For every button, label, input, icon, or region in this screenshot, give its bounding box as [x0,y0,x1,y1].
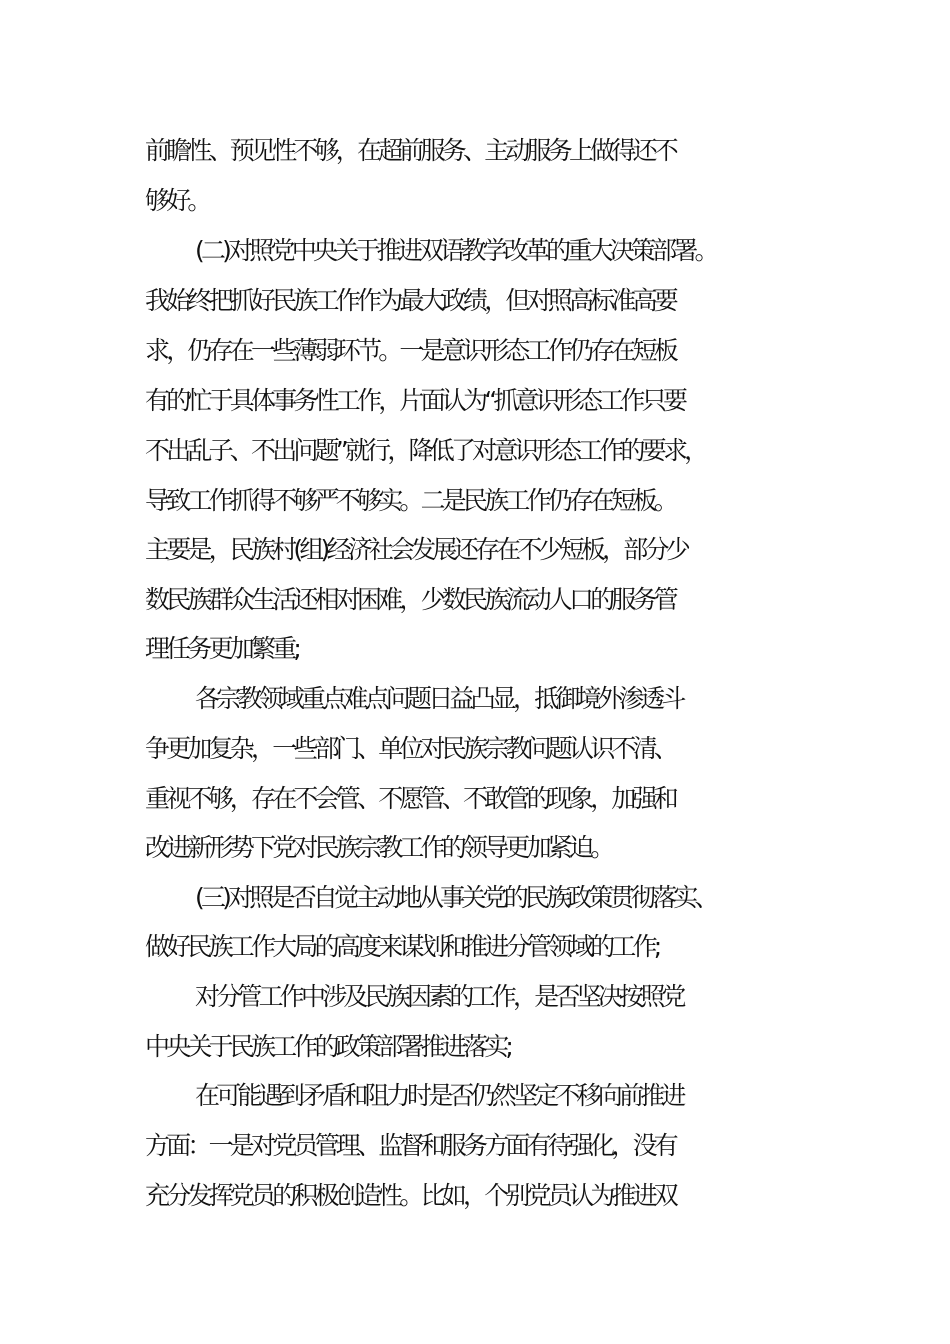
paragraph-start: (三)对照是否自觉主动地从事关党的民族政策贯彻落实、 [195,883,716,912]
text-line: 做好民族工作大局的高度来谋划和推进分管领域的工作; [145,932,659,961]
text-line: 中央关于民族工作的政策部署推进落实; [145,1032,511,1061]
text-line: 我始终把抓好民族工作作为最大政绩，但对照高标准高要 [145,286,676,315]
text-line: 理任务更加繁重; [145,634,299,663]
text-line: 不出乱子、不出问题”就行，降低了对意识形态工作的要求， [145,436,706,465]
text-line: 够好。 [145,186,209,215]
text-line: 前瞻性、预见性不够，在超前服务、主动服务上做得还不 [145,136,676,165]
paragraph-start: 在可能遇到矛盾和阻力时是否仍然坚定不移向前推进 [195,1081,683,1110]
paragraph-start: (二)对照党中央关于推进双语教学改革的重大决策部署。 [195,236,716,265]
text-line: 导致工作抓得不够严不够实。二是民族工作仍存在短板。 [145,486,676,515]
text-line: 有的忙于具体事务性工作，片面认为“抓意识形态工作只要 [145,386,685,415]
paragraph-start: 各宗教领域重点难点问题日益凸显，抵御境外渗透斗 [195,684,683,713]
paragraph-start: 对分管工作中涉及民族因素的工作，是否坚决按照党 [195,982,683,1011]
text-line: 充分发挥党员的积极创造性。比如，个别党员认为推进双 [145,1181,676,1210]
text-line: 数民族群众生活还相对困难，少数民族流动人口的服务管 [145,585,676,614]
text-line: 争更加复杂，一些部门、单位对民族宗教问题认识不清、 [145,734,676,763]
text-line: 改进新形势下党对民族宗教工作的领导更加紧迫。 [145,833,612,862]
text-line: 重视不够，存在不会管、不愿管、不敢管的现象，加强和 [145,784,676,813]
text-line: 求，仍存在一些薄弱环节。一是意识形态工作仍存在短板 [145,336,676,365]
text-line: 方面：一是对党员管理、监督和服务方面有待强化，没有 [145,1131,676,1160]
text-line: 主要是，民族村(组)经济社会发展还存在不少短板，部分少 [145,535,687,564]
